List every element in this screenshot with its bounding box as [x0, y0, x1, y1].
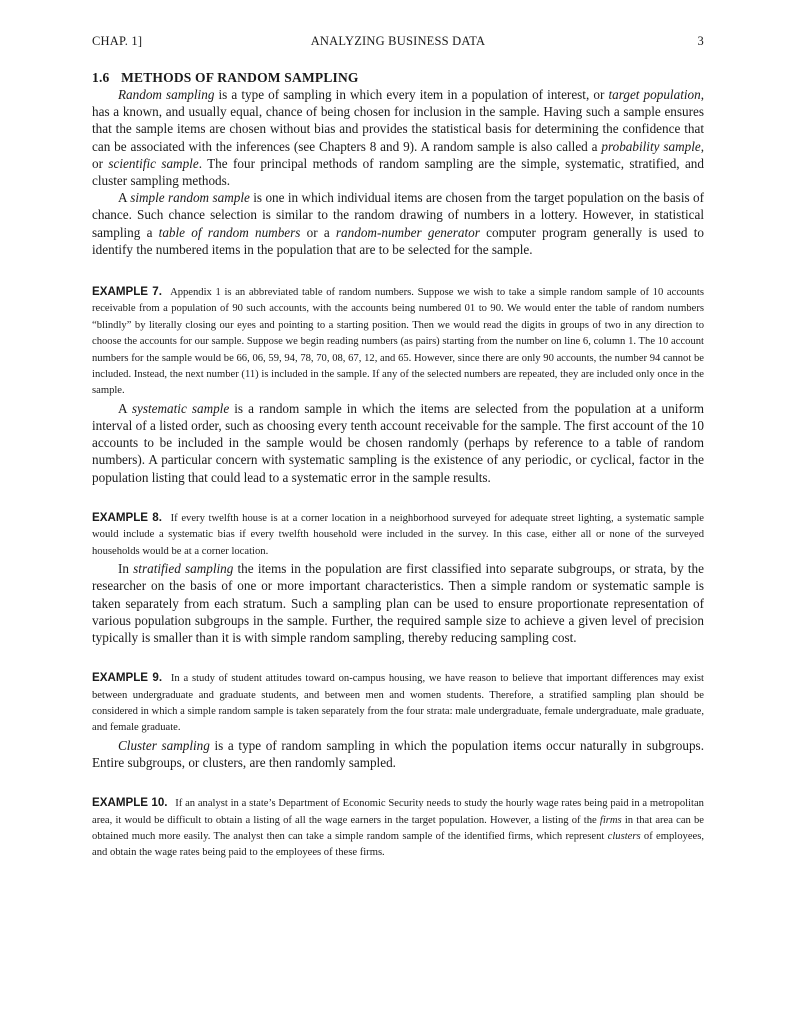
term-simple-random-sample: simple random sample — [130, 190, 250, 206]
section-heading — [92, 70, 704, 86]
text-run: A — [118, 190, 131, 206]
term-target-population: target population — [608, 87, 701, 102]
example-text: Appendix 1 is an abbreviated table of random numbers. Suppose we wish to take a simple random sample of 10 accounts receivable from a population of 90 such accounts, with the accounts being numbered 01 to 90. We would enter the table of random numbers “blindly” by literally closing our eyes and pointing to a starting position. Then we would read the digits in groups of two in any direction to choose the accounts for our sample. Suppose we begin reading numbers (as pairs) starting from the number on line 6, column 1. The 10 account numbers for the sample would be 66, 06, 59, 94, 78, 70, 08, 67, 12, and 65. However, since there are only 90 accounts, the number 94 cannot be included. Instead, the next number (11) is included in the sample. If any of the selected numbers are repeated, they are included only once in the sample. — [92, 287, 704, 397]
example-label: EXAMPLE 8. — [92, 510, 162, 524]
term-clusters: clusters — [607, 830, 641, 842]
paragraph-cluster-sampling — [92, 737, 704, 771]
term-table-of-random-numbers: table of random numbers — [158, 224, 301, 240]
example-label: EXAMPLE 7. — [92, 285, 162, 299]
text-run: . The four principal methods of random sampling are the simple, systematic, stratified, and cluster sampling methods. — [92, 155, 704, 189]
example-text: in that area can be obtained much more easily. The analyst then can take a simple random sample of the identified firms, which represent — [92, 814, 705, 842]
paragraph-stratified-sampling — [92, 560, 704, 646]
term-random-number-generator: random-number generator — [335, 224, 480, 240]
section-title: METHODS OF RANDOM SAMPLING — [121, 70, 359, 85]
term-stratified-sampling: stratified sampling — [133, 561, 234, 577]
text-run: , or — [92, 138, 705, 171]
paragraph-systematic-sample — [92, 400, 704, 486]
text-run: or a — [300, 224, 336, 240]
example-text: If every twelfth house is at a corner location in a neighborhood surveyed for adequate street lighting, a systematic sample would include a systematic bias if every twelfth household were included in the survey. In this case, either all or none of the surveyed households would be at a corner location. — [92, 512, 705, 557]
example-text: of employees, and obtain the wage rates being paid to the employees of these firms. — [92, 830, 704, 859]
example-label: EXAMPLE 9. — [92, 671, 163, 685]
text-run: In — [118, 561, 134, 577]
text-run: computer program generally is used to identify the numbered items in the population that are to be selected for the sample. — [92, 224, 704, 257]
example-8 — [92, 510, 704, 560]
example-7 — [92, 284, 704, 400]
text-run: is a type of sampling in which every item in a population of interest, or — [214, 87, 609, 102]
text-run: is a random sample in which the items are selected from the population at a uniform interval of a listed order, such as choosing every tenth account receivable for the sample. The first account of the 10 accounts to be included in the sample would be chosen randomly (perhaps by reference to a table of random numbers). A particular concern with systematic sampling is the existence of any periodic, or cyclical, factor in the population listing that could lead to a systematic error in the sample results. — [92, 400, 705, 485]
text-run: , has a known, and usually equal, chance of being chosen for inclusion in the sample. Having such a sample ensures that the sample items are chosen without bias and provides the statistical basis for determining the confidence that can be associated with the inferences (see Chapters 8 and 9). A random sample is also called a — [92, 87, 705, 154]
section-number: 1.6 — [92, 70, 110, 85]
term-systematic-sample: systematic sample — [131, 400, 230, 416]
text-run: A — [118, 400, 132, 416]
example-label: EXAMPLE 10. — [92, 796, 168, 810]
paragraph-simple-random-sample — [92, 189, 704, 258]
term-probability-sample: probability sample — [601, 138, 701, 154]
running-title: ANALYZING BUSINESS DATA — [310, 34, 486, 48]
chapter-label: CHAP. 1] — [92, 34, 143, 48]
paragraph-random-sampling — [92, 86, 704, 189]
running-header — [92, 34, 704, 50]
example-text: In a study of student attitudes toward on-campus housing, we have reason to believe that important differences may exist between undergraduate and graduate students, and between men and women students. Therefore, a stratified sampling plan should be considered in which a simple random sample is taken separately from the four strata: male undergraduate, female undergraduate, male graduate, and female graduate. — [92, 673, 704, 734]
term-random-sampling: Random sampling — [118, 87, 215, 102]
text-run: the items in the population are first classified into separate subgroups, or strata, by the researcher on the basis of one or more important characteristics. Then a simple random or systematic sample is taken separately from each stratum. Such a sampling plan can be used to ensure proportionate representation of various population subgroups in the sample. Further, the required sample size to achieve a given level of precision typically is smaller than it is with simple random sampling, thereby reducing sampling cost. — [92, 561, 704, 645]
example-10 — [92, 795, 704, 862]
text-run: is one in which individual items are chosen from the target population on the basis of chance. Such chance selection is similar to the random drawing of numbers in a lottery. However, in statistical sampling a — [92, 190, 704, 240]
term-scientific-sample: scientific sample — [108, 155, 199, 171]
document-page — [92, 34, 704, 862]
term-firms: firms — [599, 814, 622, 826]
text-run: is a type of random sampling in which the population items occur naturally in subgroups. Entire subgroups, or clusters, are then randomly sampled. — [92, 737, 704, 770]
example-text: If an analyst in a state’s Department of Economic Security needs to study the hourly wage rates being paid in a metropolitan area, it would be difficult to obtain a listing of all the wage earners in the target population. However, a listing of the — [92, 798, 704, 826]
example-9 — [92, 670, 704, 737]
term-cluster-sampling: Cluster sampling — [118, 737, 210, 753]
page-number: 3 — [697, 34, 704, 48]
